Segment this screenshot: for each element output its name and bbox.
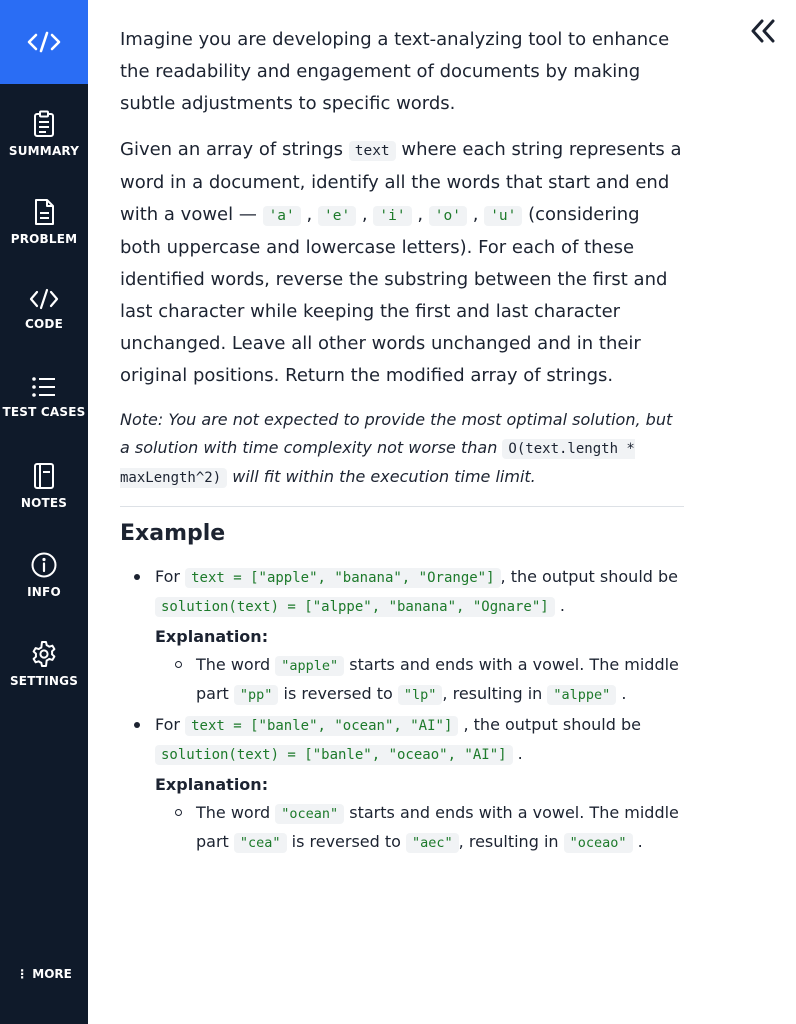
list-icon bbox=[31, 375, 57, 399]
separator: , bbox=[417, 204, 424, 225]
example-item bbox=[120, 711, 686, 857]
text-span: , resulting in bbox=[442, 684, 548, 703]
double-chevron-left-icon bbox=[749, 18, 777, 44]
separator: , bbox=[361, 204, 368, 225]
sidebar-item-label: NOTES bbox=[20, 496, 68, 510]
text-span: The word bbox=[196, 803, 276, 822]
example-output-code: solution(text) = ["alppe", "banana", "Ognare"] bbox=[155, 597, 555, 617]
text-span: . bbox=[559, 596, 565, 615]
text-span: starts and ends with a vowel. The middle part bbox=[196, 803, 679, 851]
sidebar-item-test-cases[interactable] bbox=[0, 375, 88, 419]
vowel-code: 'o' bbox=[429, 206, 467, 226]
sidebar bbox=[0, 0, 88, 1024]
complexity-code: O(text.length * maxLength^2) bbox=[120, 441, 635, 486]
vowel-code: 'e' bbox=[318, 206, 356, 226]
vowel-code: 'u' bbox=[484, 206, 522, 226]
sidebar-more-button[interactable]: ⋮ MORE bbox=[16, 967, 72, 981]
explanation-item bbox=[155, 799, 686, 857]
sidebar-item-label: TEST CASES bbox=[2, 405, 86, 419]
explanation-label: Explanation: bbox=[155, 627, 269, 646]
explanation-item bbox=[155, 651, 686, 709]
result-code: "oceao" bbox=[564, 833, 633, 853]
text-span: , resulting in bbox=[458, 832, 564, 851]
divider bbox=[120, 506, 684, 507]
sidebar-item-notes[interactable] bbox=[0, 462, 88, 510]
text-span: For bbox=[155, 567, 186, 586]
explanation-label: Explanation: bbox=[155, 775, 269, 794]
text-span: (considering both uppercase and lowercase letters). For each of these identified words, reverse the substring between the first and last character while keeping the first and last character unchanged. Leave all other words unchanged and in their original positions. Return the modified array of strings. bbox=[120, 204, 668, 386]
sidebar-item-settings[interactable] bbox=[0, 640, 88, 688]
text-span: is reversed to bbox=[286, 832, 407, 851]
complexity-note bbox=[120, 406, 686, 492]
notebook-icon bbox=[32, 462, 56, 490]
middle-code: "pp" bbox=[234, 685, 279, 705]
separator: , bbox=[472, 204, 479, 225]
code-logo-icon bbox=[27, 30, 61, 54]
text-span: . bbox=[517, 744, 523, 763]
sidebar-item-label: PROBLEM bbox=[10, 232, 78, 246]
collapse-panel-button[interactable] bbox=[746, 16, 780, 46]
text-span: . bbox=[637, 832, 643, 851]
logo-code-button[interactable] bbox=[0, 0, 88, 84]
example-io bbox=[155, 711, 686, 769]
example-input-code: text = ["banle", "ocean", "AI"] bbox=[185, 716, 458, 736]
sidebar-item-info[interactable] bbox=[0, 551, 88, 599]
text-span: where each string represents a word in a document, identify all the words that start and end with a vowel — bbox=[120, 139, 682, 225]
text-span: starts and ends with a vowel. The middle part bbox=[196, 655, 679, 703]
example-input-code: text = ["apple", "banana", "Orange"] bbox=[185, 568, 500, 588]
text-span: The word bbox=[196, 655, 276, 674]
vowel-code: 'i' bbox=[373, 206, 411, 226]
sidebar-item-label: SETTINGS bbox=[9, 674, 79, 688]
inline-code: text bbox=[349, 141, 396, 161]
text-span: Note: You are not expected to provide the most optimal solution, but a solution with time complexity not worse than bbox=[120, 410, 673, 457]
word-code: "ocean" bbox=[275, 804, 344, 824]
text-span: Given an array of strings bbox=[120, 139, 349, 160]
middle-code: "cea" bbox=[234, 833, 287, 853]
text-span: , the output should be bbox=[458, 715, 641, 734]
reversed-code: "aec" bbox=[406, 833, 459, 853]
sidebar-item-summary[interactable] bbox=[0, 110, 88, 158]
code-icon bbox=[29, 287, 59, 311]
description-paragraph bbox=[120, 134, 686, 392]
text-span: , the output should be bbox=[500, 567, 678, 586]
text-span: is reversed to bbox=[278, 684, 398, 703]
text-span: will fit within the execution time limit. bbox=[227, 467, 536, 486]
example-output-code: solution(text) = ["banle", "oceao", "AI"] bbox=[155, 745, 513, 765]
sidebar-item-label: INFO bbox=[27, 585, 61, 599]
example-heading: Example bbox=[120, 521, 226, 546]
text-span: For bbox=[155, 715, 186, 734]
sidebar-item-label: CODE bbox=[25, 317, 63, 331]
sidebar-item-label: SUMMARY bbox=[8, 144, 80, 158]
gear-icon bbox=[30, 640, 58, 668]
document-icon bbox=[33, 198, 55, 226]
text-span: . bbox=[621, 684, 627, 703]
separator: , bbox=[306, 204, 313, 225]
info-icon bbox=[30, 551, 58, 579]
vowel-code: 'a' bbox=[263, 206, 301, 226]
clipboard-icon bbox=[33, 110, 55, 138]
example-io bbox=[155, 563, 686, 621]
example-list bbox=[120, 563, 686, 857]
sidebar-item-problem[interactable] bbox=[0, 198, 88, 246]
problem-description bbox=[120, 24, 686, 859]
result-code: "alppe" bbox=[547, 685, 616, 705]
word-code: "apple" bbox=[275, 656, 344, 676]
example-item bbox=[120, 563, 686, 709]
reversed-code: "lp" bbox=[398, 685, 443, 705]
sidebar-item-code[interactable] bbox=[0, 287, 88, 331]
intro-paragraph: Imagine you are developing a text-analyzing tool to enhance the readability and engagement of documents by making subtle adjustments to specific words. bbox=[120, 29, 670, 114]
